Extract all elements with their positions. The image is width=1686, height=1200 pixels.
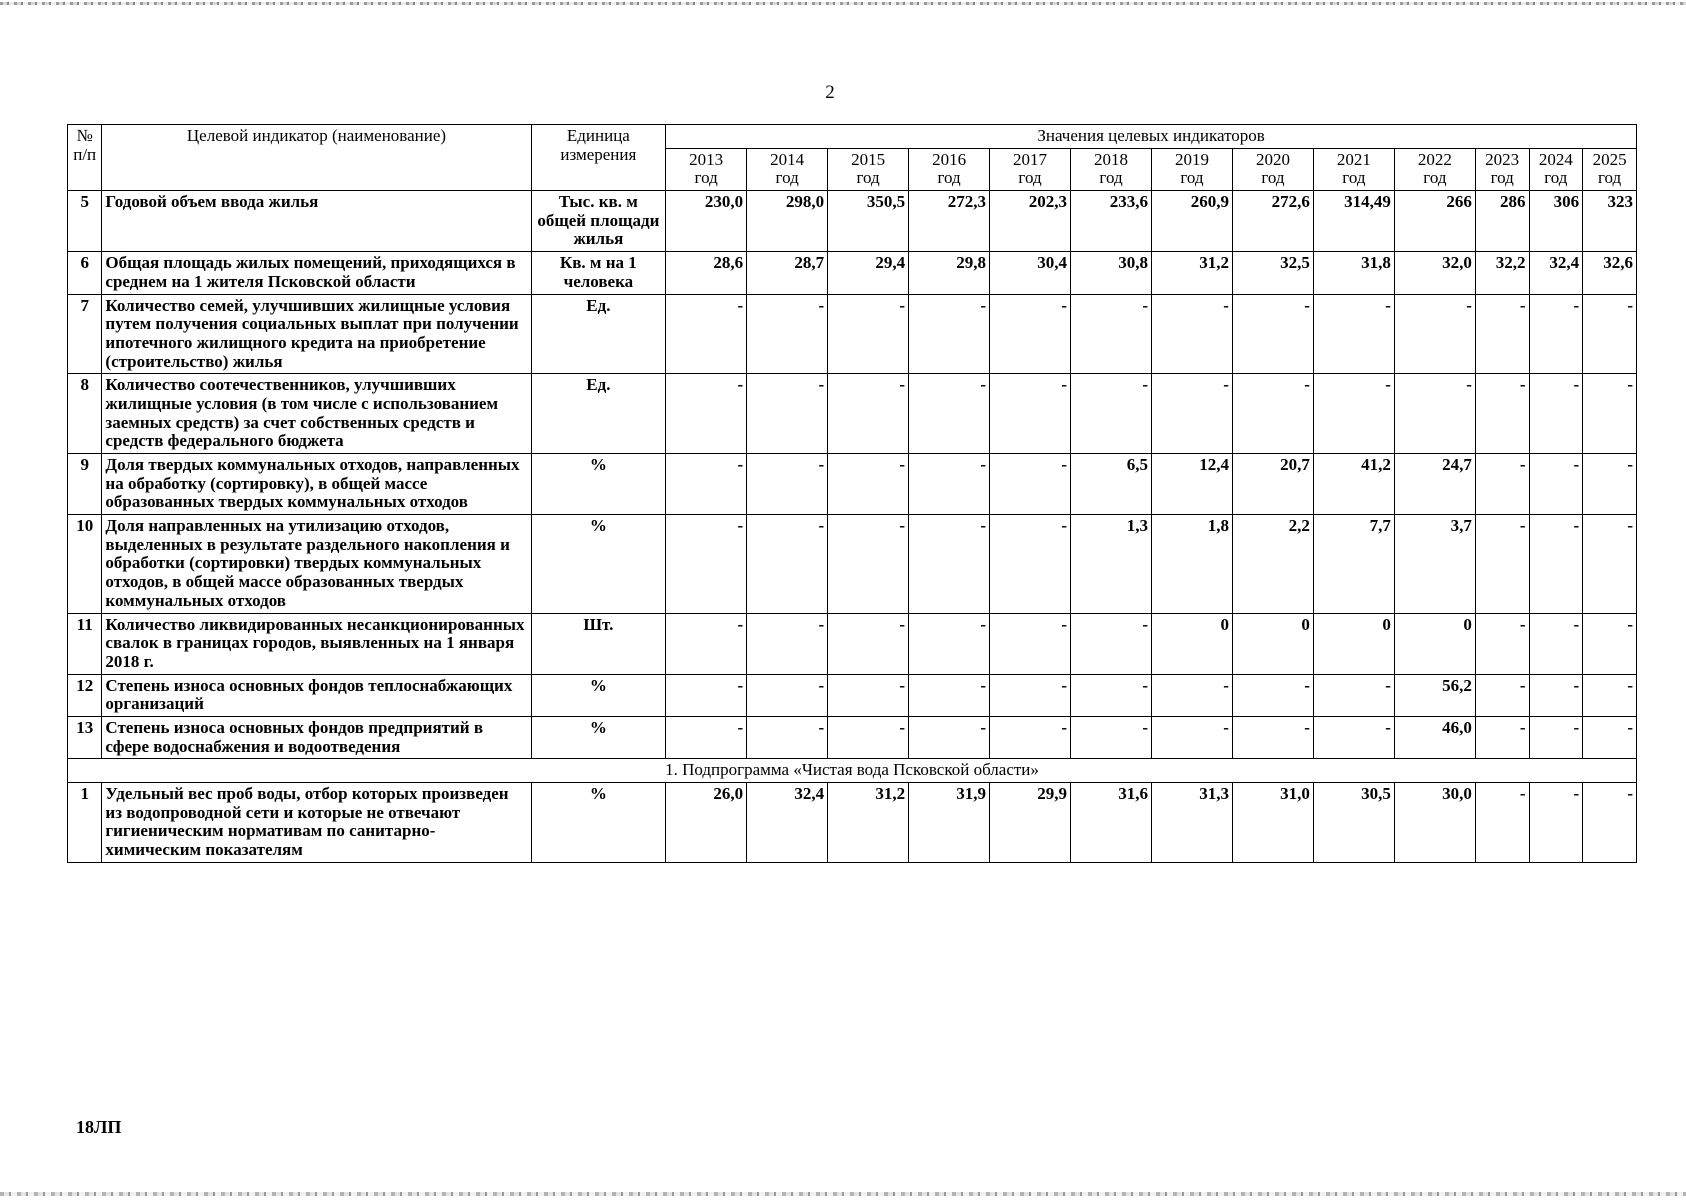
header-year-value: 2018 (1094, 149, 1128, 169)
page-number: 2 (825, 82, 835, 103)
value-cell: - (666, 294, 747, 374)
value-cell: 12,4 (1151, 454, 1232, 515)
value-cell: - (909, 613, 990, 674)
value-cell: 233,6 (1071, 191, 1152, 252)
header-year-suffix: год (1490, 168, 1514, 188)
value-cell: 41,2 (1313, 454, 1394, 515)
indicator-name: Доля твердых коммунальных отходов, направленных на обработку (сортировку), в общей массе образованных твердых коммунальных отходов (102, 454, 531, 515)
value-cell: - (990, 374, 1071, 454)
unit-cell: % (531, 716, 666, 758)
value-cell: 24,7 (1394, 454, 1475, 515)
value-cell: - (1475, 674, 1529, 716)
header-year-value: 2024 (1538, 149, 1573, 169)
unit-cell: Шт. (531, 613, 666, 674)
value-cell: - (1071, 674, 1152, 716)
unit-cell: Ед. (531, 294, 666, 374)
value-cell: - (909, 515, 990, 613)
header-year (666, 148, 747, 190)
value-cell: 266 (1394, 191, 1475, 252)
value-cell: - (1232, 674, 1313, 716)
value-cell: 272,6 (1232, 191, 1313, 252)
value-cell: - (828, 294, 909, 374)
header-indicator-name: Целевой индикатор (наименование) (102, 125, 531, 191)
scan-edge-bottom (0, 1192, 1686, 1196)
header-year-value: 2017 (1013, 149, 1048, 169)
indicator-name: Доля направленных на утилизацию отходов, выделенных в результате раздельного накопления и обработки (сортировки) твердых коммунальных отходов, в общей массе образованных твердых коммунальных отходов (102, 515, 531, 613)
value-cell: - (1313, 294, 1394, 374)
table-row (68, 613, 1637, 674)
header-row-top (68, 125, 1637, 149)
table-row (68, 783, 1637, 863)
value-cell: - (1475, 613, 1529, 674)
value-cell: - (1071, 294, 1152, 374)
row-number: 5 (68, 191, 102, 252)
header-year (747, 148, 828, 190)
value-cell: - (1394, 294, 1475, 374)
row-number: 12 (68, 674, 102, 716)
value-cell: - (1313, 374, 1394, 454)
header-year (1475, 148, 1529, 190)
value-cell: - (666, 374, 747, 454)
value-cell: - (990, 674, 1071, 716)
section-row (68, 759, 1637, 783)
value-cell: - (828, 674, 909, 716)
value-cell: 31,0 (1232, 783, 1313, 863)
unit-cell: % (531, 515, 666, 613)
value-cell: 0 (1313, 613, 1394, 674)
value-cell: - (828, 613, 909, 674)
value-cell: 31,9 (909, 783, 990, 863)
unit-cell: Кв. м на 1 человека (531, 252, 666, 294)
value-cell: - (1071, 716, 1152, 758)
value-cell: 31,3 (1151, 783, 1232, 863)
table-row (68, 674, 1637, 716)
header-year-suffix: год (694, 168, 718, 188)
table-row (68, 191, 1637, 252)
indicator-name: Общая площадь жилых помещений, приходящихся в среднем на 1 жителя Псковской области (102, 252, 531, 294)
value-cell: 32,4 (747, 783, 828, 863)
value-cell: 32,6 (1583, 252, 1637, 294)
value-cell: - (909, 716, 990, 758)
header-year (1583, 148, 1637, 190)
value-cell: 31,6 (1071, 783, 1152, 863)
value-cell: 2,2 (1232, 515, 1313, 613)
header-year (909, 148, 990, 190)
header-year-suffix: год (1261, 168, 1285, 188)
value-cell: 26,0 (666, 783, 747, 863)
unit-cell: Ед. (531, 374, 666, 454)
value-cell: 286 (1475, 191, 1529, 252)
indicator-name: Степень износа основных фондов предприятий в сфере водоснабжения и водоотведения (102, 716, 531, 758)
header-year-value: 2023 (1485, 149, 1520, 169)
header-year (1232, 148, 1313, 190)
value-cell: 230,0 (666, 191, 747, 252)
value-cell: 298,0 (747, 191, 828, 252)
value-cell: 31,8 (1313, 252, 1394, 294)
value-cell: - (1583, 374, 1637, 454)
value-cell: - (909, 674, 990, 716)
value-cell: - (1151, 294, 1232, 374)
value-cell: - (909, 454, 990, 515)
value-cell: - (1071, 374, 1152, 454)
value-cell: - (747, 674, 828, 716)
header-year (1394, 148, 1475, 190)
value-cell: - (1529, 454, 1583, 515)
indicator-name: Количество семей, улучшивших жилищные условия путем получения социальных выплат при получении ипотечного жилищного кредита на приобретение (строительство) жилья (102, 294, 531, 374)
value-cell: - (828, 454, 909, 515)
value-cell: - (1529, 515, 1583, 613)
value-cell: 28,6 (666, 252, 747, 294)
value-cell: 46,0 (1394, 716, 1475, 758)
header-year (1151, 148, 1232, 190)
header-year-suffix: год (856, 168, 880, 188)
unit-cell: Тыс. кв. м общей площади жилья (531, 191, 666, 252)
value-cell: - (1583, 515, 1637, 613)
value-cell: 31,2 (828, 783, 909, 863)
header-year-value: 2013 (689, 149, 724, 169)
value-cell: - (1232, 374, 1313, 454)
value-cell: - (1475, 374, 1529, 454)
value-cell: - (747, 613, 828, 674)
indicator-name: Степень износа основных фондов теплоснабжающих организаций (102, 674, 531, 716)
value-cell: - (666, 454, 747, 515)
value-cell: - (990, 716, 1071, 758)
header-year-suffix: год (775, 168, 799, 188)
value-cell: - (1475, 515, 1529, 613)
header-year-suffix: год (1544, 168, 1568, 188)
value-cell: - (828, 716, 909, 758)
value-cell: 32,2 (1475, 252, 1529, 294)
row-number: 11 (68, 613, 102, 674)
row-number: 8 (68, 374, 102, 454)
value-cell: - (747, 716, 828, 758)
indicator-name: Удельный вес проб воды, отбор которых произведен из водопроводной сети и которые не отвечают гигиеническим нормативам по санитарно-химическим показателям (102, 783, 531, 863)
value-cell: 3,7 (1394, 515, 1475, 613)
value-cell: 30,0 (1394, 783, 1475, 863)
table-row (68, 294, 1637, 374)
value-cell: 350,5 (828, 191, 909, 252)
value-cell: 0 (1151, 613, 1232, 674)
header-values: Значения целевых индикаторов (666, 125, 1637, 149)
value-cell: 29,9 (990, 783, 1071, 863)
table-row (68, 454, 1637, 515)
value-cell: - (1583, 674, 1637, 716)
value-cell: - (1313, 674, 1394, 716)
value-cell: - (909, 374, 990, 454)
header-year-value: 2014 (770, 149, 805, 169)
value-cell: - (990, 454, 1071, 515)
value-cell: - (1151, 674, 1232, 716)
value-cell: - (909, 294, 990, 374)
header-year-value: 2021 (1336, 149, 1371, 169)
value-cell: - (1583, 716, 1637, 758)
unit-cell: % (531, 783, 666, 863)
document-code: 18ЛП (76, 1117, 122, 1137)
value-cell: - (1232, 716, 1313, 758)
value-cell: 323 (1583, 191, 1637, 252)
value-cell: 32,5 (1232, 252, 1313, 294)
value-cell: - (1529, 716, 1583, 758)
header-year-suffix: год (1423, 168, 1447, 188)
value-cell: - (1583, 294, 1637, 374)
value-cell: - (1475, 783, 1529, 863)
table-row (68, 252, 1637, 294)
value-cell: - (1583, 613, 1637, 674)
section-title: 1. Подпрограмма «Чистая вода Псковской области» (68, 759, 1637, 783)
value-cell: - (666, 515, 747, 613)
value-cell: 29,8 (909, 252, 990, 294)
header-year-suffix: год (1597, 168, 1622, 188)
unit-cell: % (531, 454, 666, 515)
header-year-value: 2020 (1255, 149, 1290, 169)
header-year-value: 2016 (932, 149, 967, 169)
value-cell: 1,8 (1151, 515, 1232, 613)
value-cell: 56,2 (1394, 674, 1475, 716)
value-cell: 30,5 (1313, 783, 1394, 863)
header-year-value: 2019 (1174, 149, 1209, 169)
value-cell: - (1529, 294, 1583, 374)
value-cell: - (1583, 454, 1637, 515)
value-cell: 30,4 (990, 252, 1071, 294)
value-cell: - (1394, 374, 1475, 454)
value-cell: 260,9 (1151, 191, 1232, 252)
value-cell: 314,49 (1313, 191, 1394, 252)
row-number: 10 (68, 515, 102, 613)
header-year (990, 148, 1071, 190)
value-cell: 29,4 (828, 252, 909, 294)
header-year (1313, 148, 1394, 190)
value-cell: - (747, 515, 828, 613)
value-cell: - (828, 374, 909, 454)
row-number: 13 (68, 716, 102, 758)
value-cell: 31,2 (1151, 252, 1232, 294)
value-cell: - (1313, 716, 1394, 758)
header-year-value: 2025 (1592, 149, 1627, 169)
value-cell: - (1232, 294, 1313, 374)
indicator-name: Количество соотечественников, улучшивших жилищные условия (в том числе с использованием заемных средств) за счет собственных средств и средств федерального бюджета (102, 374, 531, 454)
value-cell: 0 (1232, 613, 1313, 674)
table-body (68, 191, 1637, 863)
value-cell: - (666, 674, 747, 716)
value-cell: - (1583, 783, 1637, 863)
row-number: 1 (68, 783, 102, 863)
header-year-suffix: год (1099, 168, 1123, 188)
value-cell: - (666, 613, 747, 674)
value-cell: 20,7 (1232, 454, 1313, 515)
header-year-value: 2015 (851, 149, 886, 169)
value-cell: 306 (1529, 191, 1583, 252)
header-year-value: 2022 (1417, 149, 1452, 169)
value-cell: - (1151, 716, 1232, 758)
value-cell: - (1529, 783, 1583, 863)
table-row (68, 716, 1637, 758)
row-number: 7 (68, 294, 102, 374)
value-cell: 7,7 (1313, 515, 1394, 613)
table-row (68, 515, 1637, 613)
value-cell: - (1529, 674, 1583, 716)
value-cell: 1,3 (1071, 515, 1152, 613)
value-cell: 202,3 (990, 191, 1071, 252)
row-number: 6 (68, 252, 102, 294)
header-year (1529, 148, 1583, 190)
header-year (1071, 148, 1152, 190)
value-cell: - (1151, 374, 1232, 454)
value-cell: - (990, 613, 1071, 674)
header-unit: Единица измерения (531, 125, 666, 191)
header-year-suffix: год (1342, 168, 1366, 188)
header-year-suffix: год (937, 168, 961, 188)
header-year-suffix: год (1180, 168, 1204, 188)
value-cell: 30,8 (1071, 252, 1152, 294)
indicator-name: Количество ликвидированных несанкционированных свалок в границах городов, выявленных на 1 января 2018 г. (102, 613, 531, 674)
scan-edge-top (0, 2, 1686, 5)
value-cell: - (1529, 613, 1583, 674)
value-cell: - (990, 515, 1071, 613)
value-cell: - (747, 294, 828, 374)
value-cell: - (1475, 294, 1529, 374)
row-number: 9 (68, 454, 102, 515)
value-cell: - (1071, 613, 1152, 674)
indicator-name: Годовой объем ввода жилья (102, 191, 531, 252)
header-number: № п/п (68, 125, 102, 191)
value-cell: 0 (1394, 613, 1475, 674)
value-cell: - (1475, 716, 1529, 758)
value-cell: - (828, 515, 909, 613)
value-cell: 32,0 (1394, 252, 1475, 294)
value-cell: 6,5 (1071, 454, 1152, 515)
value-cell: - (1475, 454, 1529, 515)
value-cell: 28,7 (747, 252, 828, 294)
value-cell: - (1529, 374, 1583, 454)
indicators-table (67, 124, 1637, 863)
value-cell: 272,3 (909, 191, 990, 252)
header-year (828, 148, 909, 190)
value-cell: - (747, 454, 828, 515)
value-cell: 32,4 (1529, 252, 1583, 294)
value-cell: - (747, 374, 828, 454)
header-year-suffix: год (1018, 168, 1042, 188)
value-cell: - (666, 716, 747, 758)
table-row (68, 374, 1637, 454)
unit-cell: % (531, 674, 666, 716)
value-cell: - (990, 294, 1071, 374)
